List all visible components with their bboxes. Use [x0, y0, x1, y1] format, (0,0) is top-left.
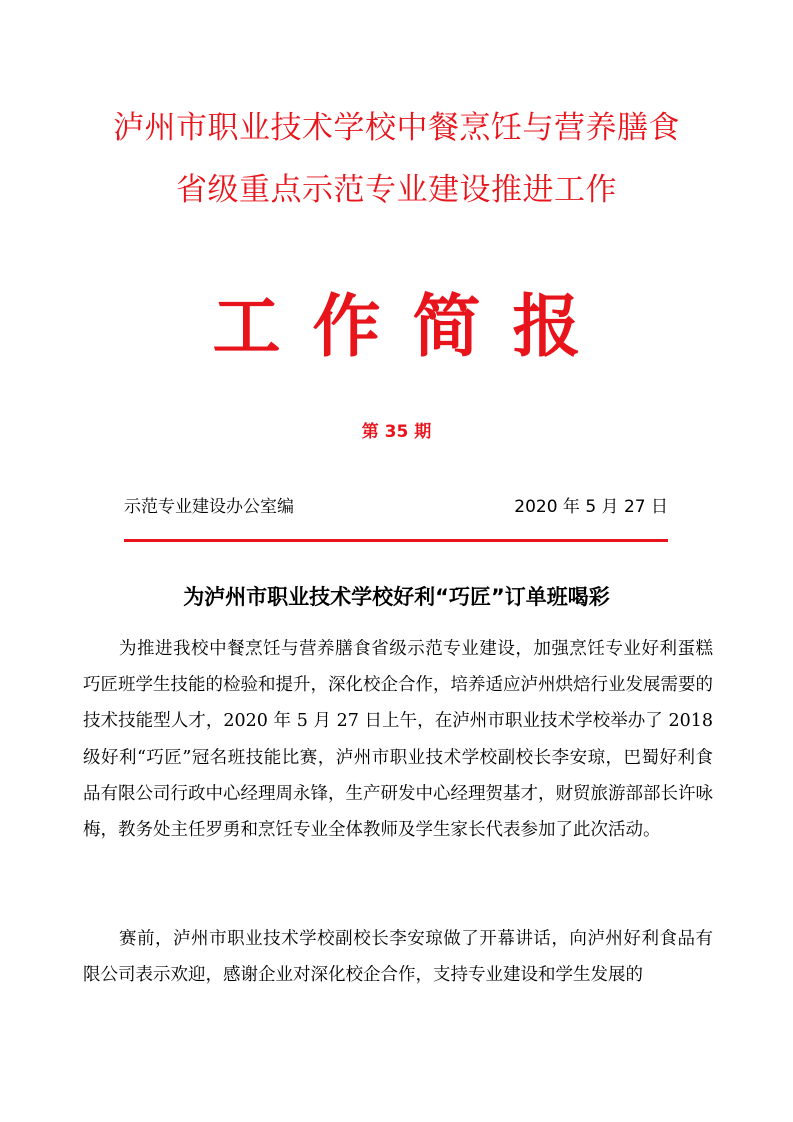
article-title: 为泸州市职业技术学校好利“巧匠”订单班喝彩 [183, 585, 610, 609]
header-title-line-1: 泸州市职业技术学校中餐烹饪与营养膳食 [113, 110, 680, 146]
bulletin-name: 工作简报 [212, 288, 613, 367]
header-divider [124, 539, 668, 542]
article-paragraph-1: 为推进我校中餐烹饪与营养膳食省级示范专业建设，加强烹饪专业好利蛋糕巧匠班学生技能的检验和提升，深化校企合作，培养适应泸州烘焙行业发展需要的技术技能型人才，2020 年 5 月 27 日上午，在泸州市职业技术学校举办了 2018 级好利“巧匠”冠名班技能比赛，泸州市职业技术学校副校长李安琼，巴蜀好利食品有限公司行政中心经理周永锋，生产研发中心经理贺基才，财贸旅游部部长许咏梅，教务处主任罗勇和烹饪专业全体教师及学生家长代表参加了此次活动。 [83, 639, 713, 841]
article-paragraph-2: 赛前，泸州市职业技术学校副校长李安琼做了开幕讲话，向泸州好利食品有限公司表示欢迎，感谢企业对深化校企合作，支持专业建设和学生发展的 [83, 929, 713, 986]
header-title-line-2: 省级重点示范专业建设推进工作 [176, 172, 617, 208]
publication-date: 2020 年 5 月 27 日 [514, 497, 668, 517]
issue-number: 第 35 期 [361, 422, 432, 442]
editor-office: 示范专业建设办公室编 [124, 497, 294, 517]
